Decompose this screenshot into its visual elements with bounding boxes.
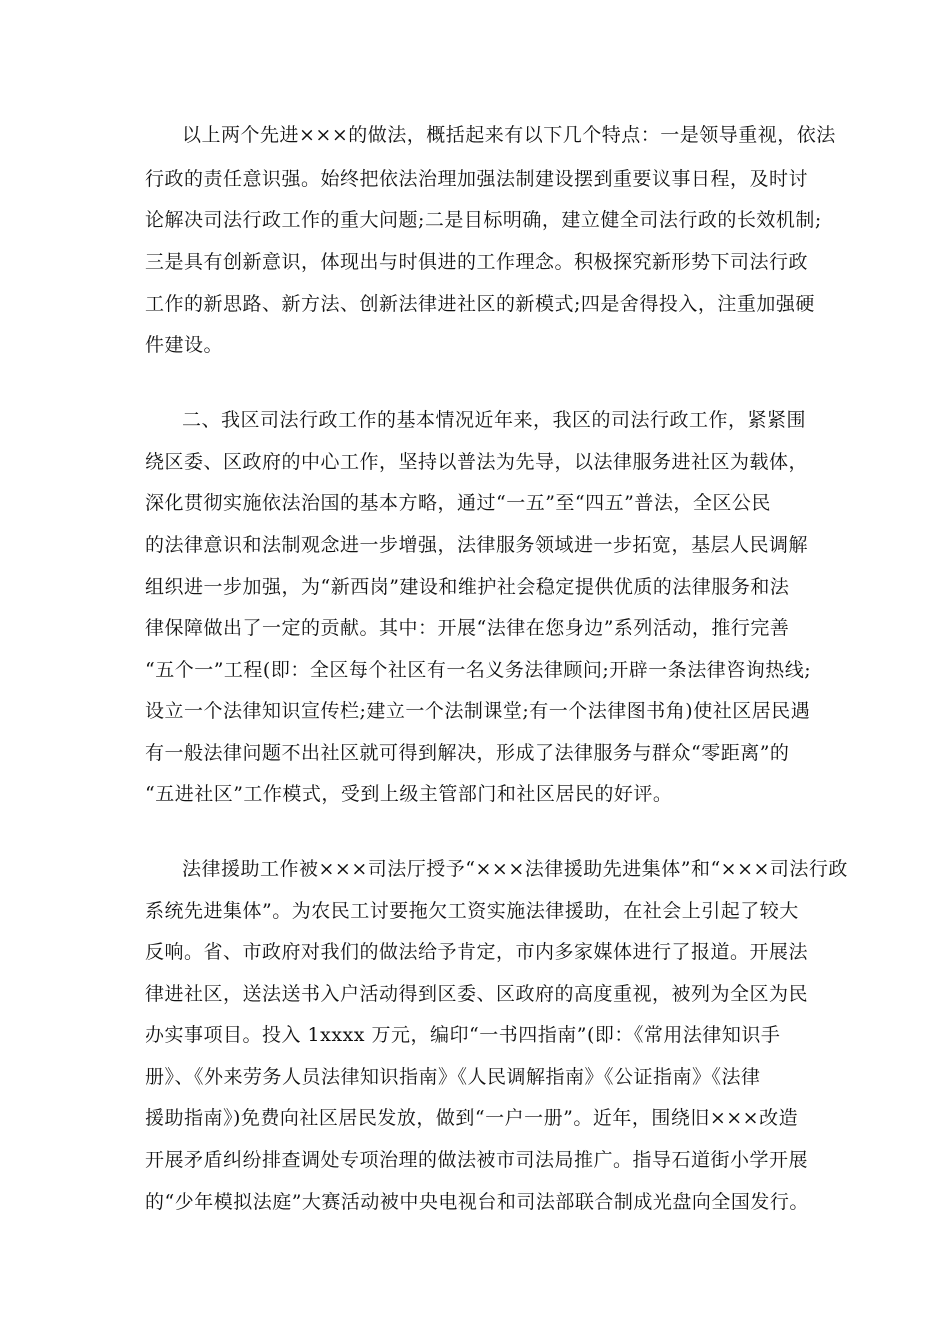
paragraph-2-line: 设立一个法律知识宣传栏;建立一个法制课堂;有一个法律图书角)使社区居民遇 (145, 700, 811, 722)
paragraph-3-line: 援助指南》)免费向社区居民发放，做到“一户一册”。近年，围绕旧×××改造 (145, 1107, 799, 1129)
paragraph-1-line: 论解决司法行政工作的重大问题;二是目标明确，建立健全司法行政的长效机制; (145, 209, 822, 231)
paragraph-2-line: “五进社区”工作模式，受到上级主管部门和社区居民的好评。 (145, 783, 673, 805)
paragraph-3-line: 开展矛盾纠纷排查调处专项治理的做法被市司法局推广。指导石道街小学开展 (145, 1149, 809, 1171)
paragraph-2-line: 二、我区司法行政工作的基本情况近年来，我区的司法行政工作，紧紧围 (182, 409, 807, 431)
paragraph-2-line: 的法律意识和法制观念进一步增强，法律服务领域进一步拓宽，基层人民调解 (145, 534, 809, 556)
paragraph-3-line: 系统先进集体”。为农民工讨要拖欠工资实施法律援助，在社会上引起了较大 (145, 900, 799, 922)
paragraph-2-line: 组织进一步加强，为“新西岗”建设和维护社会稳定提供优质的法律服务和法 (145, 576, 790, 598)
paragraph-1-line: 行政的责任意识强。始终把依法治理加强法制建设摆到重要议事日程，及时讨 (145, 168, 809, 190)
paragraph-2-line: 有一般法律问题不出社区就可得到解决，形成了法律服务与群众“零距离”的 (145, 742, 790, 764)
paragraph-1-line: 以上两个先进×××的做法，概括起来有以下几个特点：一是领导重视，依法 (182, 124, 836, 146)
paragraph-3-line: 反响。省、市政府对我们的做法给予肯定，市内多家媒体进行了报道。开展法 (145, 941, 809, 963)
paragraph-3-line: 办实事项目。投入 1xxxx 万元，编印“一书四指南”(即：《常用法律知识手 (145, 1024, 781, 1046)
paragraph-2-line: 绕区委、区政府的中心工作，坚持以普法为先导，以法律服务进社区为载体， (145, 451, 809, 473)
paragraph-2-line: “五个一”工程(即：全区每个社区有一名义务法律顾问;开辟一条法律咨询热线; (145, 659, 812, 681)
paragraph-3-line: 的“少年模拟法庭”大赛活动被中央电视台和司法部联合制成光盘向全国发行。 (145, 1191, 809, 1213)
paragraph-2-line: 深化贯彻实施依法治国的基本方略，通过“一五”至“四五”普法，全区公民 (145, 492, 771, 514)
paragraph-3-line: 法律援助工作被×××司法厅授予“×××法律援助先进集体”和“×××司法行政 (182, 858, 848, 880)
paragraph-1-line: 三是具有创新意识，体现出与时俱进的工作理念。积极探究新形势下司法行政 (145, 251, 809, 273)
paragraph-1-line: 件建设。 (145, 334, 224, 356)
paragraph-3-line: 律进社区，送法送书入户活动得到区委、区政府的高度重视，被列为全区为民 (145, 983, 809, 1005)
paragraph-2-line: 律保障做出了一定的贡献。其中：开展“法律在您身边”系列活动，推行完善 (145, 617, 790, 639)
paragraph-3-line: 册》、《外来劳务人员法律知识指南》《人民调解指南》《公证指南》《法律 (145, 1066, 761, 1088)
paragraph-1-line: 工作的新思路、新方法、创新法律进社区的新模式;四是舍得投入，注重加强硬 (145, 293, 815, 315)
